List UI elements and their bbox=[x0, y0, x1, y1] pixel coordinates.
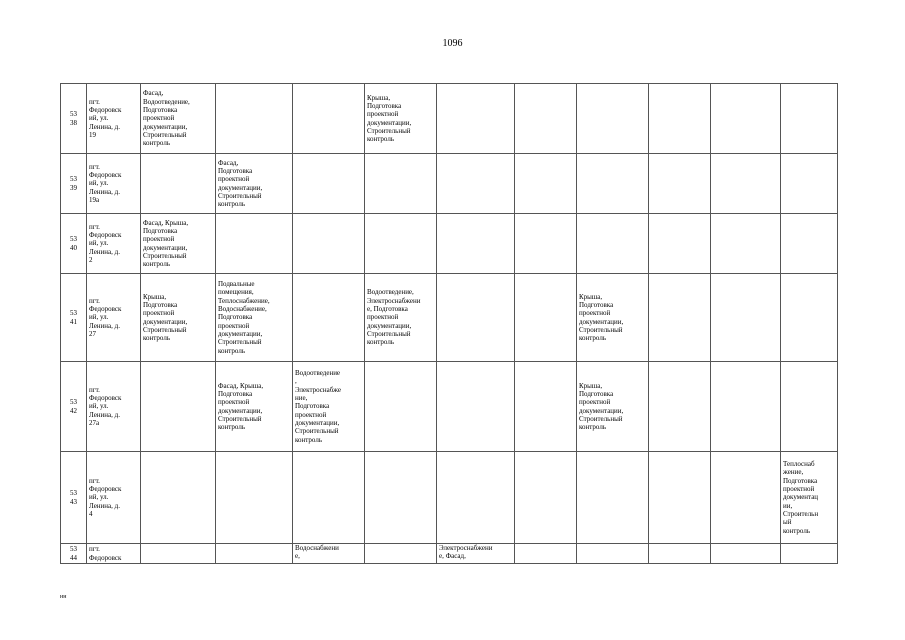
work-cell bbox=[577, 84, 649, 154]
work-text: Теплоснаб жение, Подготовка проектной документац ии, Строительн ый контроль bbox=[783, 460, 819, 535]
row-number-cell bbox=[61, 214, 87, 274]
work-cell bbox=[141, 214, 216, 274]
work-cell bbox=[365, 214, 437, 274]
work-cell bbox=[515, 544, 577, 564]
work-text: Водоотведение, Электроснабжени е, Подготовка проектной документации, Строительный контроль bbox=[367, 288, 421, 347]
work-text: Фасад, Крыша, Подготовка проектной документации, Строительный контроль bbox=[143, 218, 189, 269]
work-cell bbox=[781, 214, 838, 274]
work-cell bbox=[577, 362, 649, 452]
work-cell bbox=[711, 154, 781, 214]
work-cell bbox=[293, 214, 365, 274]
work-cell bbox=[515, 362, 577, 452]
table-row bbox=[61, 214, 838, 274]
work-cell bbox=[437, 452, 515, 544]
work-cell bbox=[216, 84, 293, 154]
address-cell bbox=[87, 452, 141, 544]
table-row bbox=[61, 84, 838, 154]
work-cell bbox=[649, 452, 711, 544]
work-cell bbox=[437, 274, 515, 362]
table-row bbox=[61, 274, 838, 362]
row-number-cell bbox=[61, 362, 87, 452]
row-number: 53 42 bbox=[70, 398, 77, 415]
work-cell bbox=[437, 362, 515, 452]
work-cell bbox=[293, 452, 365, 544]
work-cell bbox=[293, 274, 365, 362]
row-number-cell bbox=[61, 274, 87, 362]
work-text: Водоотведение , Электроснабже ние, Подготовка проектной документации, Строительный контроль bbox=[295, 369, 341, 444]
page-number: 1096 bbox=[442, 38, 463, 49]
work-cell bbox=[711, 362, 781, 452]
work-cell bbox=[781, 452, 838, 544]
table-row bbox=[61, 362, 838, 452]
work-cell bbox=[141, 452, 216, 544]
work-cell bbox=[649, 214, 711, 274]
work-cell bbox=[365, 452, 437, 544]
work-cell bbox=[711, 214, 781, 274]
work-cell bbox=[141, 544, 216, 564]
address-cell bbox=[87, 84, 141, 154]
work-cell bbox=[781, 544, 838, 564]
work-cell bbox=[711, 84, 781, 154]
row-number: 53 38 bbox=[70, 110, 77, 127]
work-cell bbox=[577, 214, 649, 274]
work-cell bbox=[216, 214, 293, 274]
work-cell bbox=[711, 274, 781, 362]
address-cell bbox=[87, 544, 141, 564]
work-cell bbox=[577, 452, 649, 544]
address-cell bbox=[87, 362, 141, 452]
work-cell bbox=[216, 544, 293, 564]
work-text: Электроснабжени е, Фасад, bbox=[439, 544, 493, 561]
work-cell bbox=[141, 154, 216, 214]
work-cell bbox=[437, 544, 515, 564]
work-cell bbox=[515, 274, 577, 362]
work-cell bbox=[216, 452, 293, 544]
work-cell bbox=[781, 154, 838, 214]
work-cell bbox=[649, 544, 711, 564]
work-cell bbox=[437, 84, 515, 154]
work-text: Крыша, Подготовка проектной документации, Строительный контроль bbox=[143, 292, 188, 343]
work-cell bbox=[649, 274, 711, 362]
table-row bbox=[61, 452, 838, 544]
work-cell bbox=[365, 544, 437, 564]
work-cell bbox=[216, 274, 293, 362]
address-cell bbox=[87, 214, 141, 274]
work-cell bbox=[437, 154, 515, 214]
address-text: пгт. Федоровск bbox=[89, 545, 122, 562]
row-number: 53 44 bbox=[70, 545, 77, 562]
work-cell bbox=[293, 544, 365, 564]
work-cell bbox=[711, 544, 781, 564]
row-number: 53 43 bbox=[70, 489, 77, 506]
row-number-cell bbox=[61, 154, 87, 214]
work-text: Водоснабжени е, bbox=[295, 544, 339, 561]
row-number: 53 41 bbox=[70, 309, 77, 326]
table-row bbox=[61, 154, 838, 214]
work-cell bbox=[365, 84, 437, 154]
work-cell bbox=[293, 362, 365, 452]
repair-schedule-table bbox=[60, 83, 838, 564]
work-cell bbox=[649, 84, 711, 154]
address-text: пгт. Федоровск ий, ул. Ленина, д. 19а bbox=[89, 162, 122, 204]
work-text: Фасад, Водоотведение, Подготовка проектной документации, Строительный контроль bbox=[143, 89, 190, 148]
work-cell bbox=[216, 362, 293, 452]
work-cell bbox=[216, 154, 293, 214]
work-cell bbox=[577, 274, 649, 362]
work-cell bbox=[515, 154, 577, 214]
row-number: 53 40 bbox=[70, 235, 77, 252]
address-text: пгт. Федоровск ий, ул. Ленина, д. 27 bbox=[89, 296, 122, 338]
work-cell bbox=[141, 84, 216, 154]
work-cell bbox=[141, 362, 216, 452]
work-cell bbox=[781, 362, 838, 452]
work-cell bbox=[437, 214, 515, 274]
work-cell bbox=[365, 362, 437, 452]
footer-mark: нн bbox=[60, 594, 67, 600]
work-cell bbox=[711, 452, 781, 544]
work-cell bbox=[781, 84, 838, 154]
work-text: Крыша, Подготовка проектной документации, Строительный контроль bbox=[579, 381, 624, 432]
work-cell bbox=[293, 154, 365, 214]
row-number-cell bbox=[61, 544, 87, 564]
work-cell bbox=[293, 84, 365, 154]
address-cell bbox=[87, 154, 141, 214]
address-text: пгт. Федоровск ий, ул. Ленина, д. 27а bbox=[89, 385, 122, 427]
work-cell bbox=[781, 274, 838, 362]
work-cell bbox=[141, 274, 216, 362]
work-cell bbox=[577, 154, 649, 214]
row-number: 53 39 bbox=[70, 175, 77, 192]
work-text: Крыша, Подготовка проектной документации, Строительный контроль bbox=[579, 292, 624, 343]
work-text: Фасад, Подготовка проектной документации, Строительный контроль bbox=[218, 158, 263, 209]
row-number-cell bbox=[61, 84, 87, 154]
table-row bbox=[61, 544, 838, 564]
work-cell bbox=[577, 544, 649, 564]
work-cell bbox=[365, 274, 437, 362]
work-cell bbox=[649, 154, 711, 214]
work-text: Крыша, Подготовка проектной документации, Строительный контроль bbox=[367, 93, 412, 144]
address-text: пгт. Федоровск ий, ул. Ленина, д. 2 bbox=[89, 222, 122, 264]
work-text: Подвальные помещения, Теплоснабжение, Водоснабжение, Подготовка проектной документации, Строительный контроль bbox=[218, 280, 270, 355]
row-number-cell bbox=[61, 452, 87, 544]
work-cell bbox=[365, 154, 437, 214]
work-text: Фасад, Крыша, Подготовка проектной документации, Строительный контроль bbox=[218, 381, 264, 432]
work-cell bbox=[515, 84, 577, 154]
work-cell bbox=[515, 214, 577, 274]
address-cell bbox=[87, 274, 141, 362]
work-cell bbox=[649, 362, 711, 452]
address-text: пгт. Федоровск ий, ул. Ленина, д. 19 bbox=[89, 97, 122, 139]
work-cell bbox=[515, 452, 577, 544]
address-text: пгт. Федоровск ий, ул. Ленина, д. 4 bbox=[89, 476, 122, 518]
